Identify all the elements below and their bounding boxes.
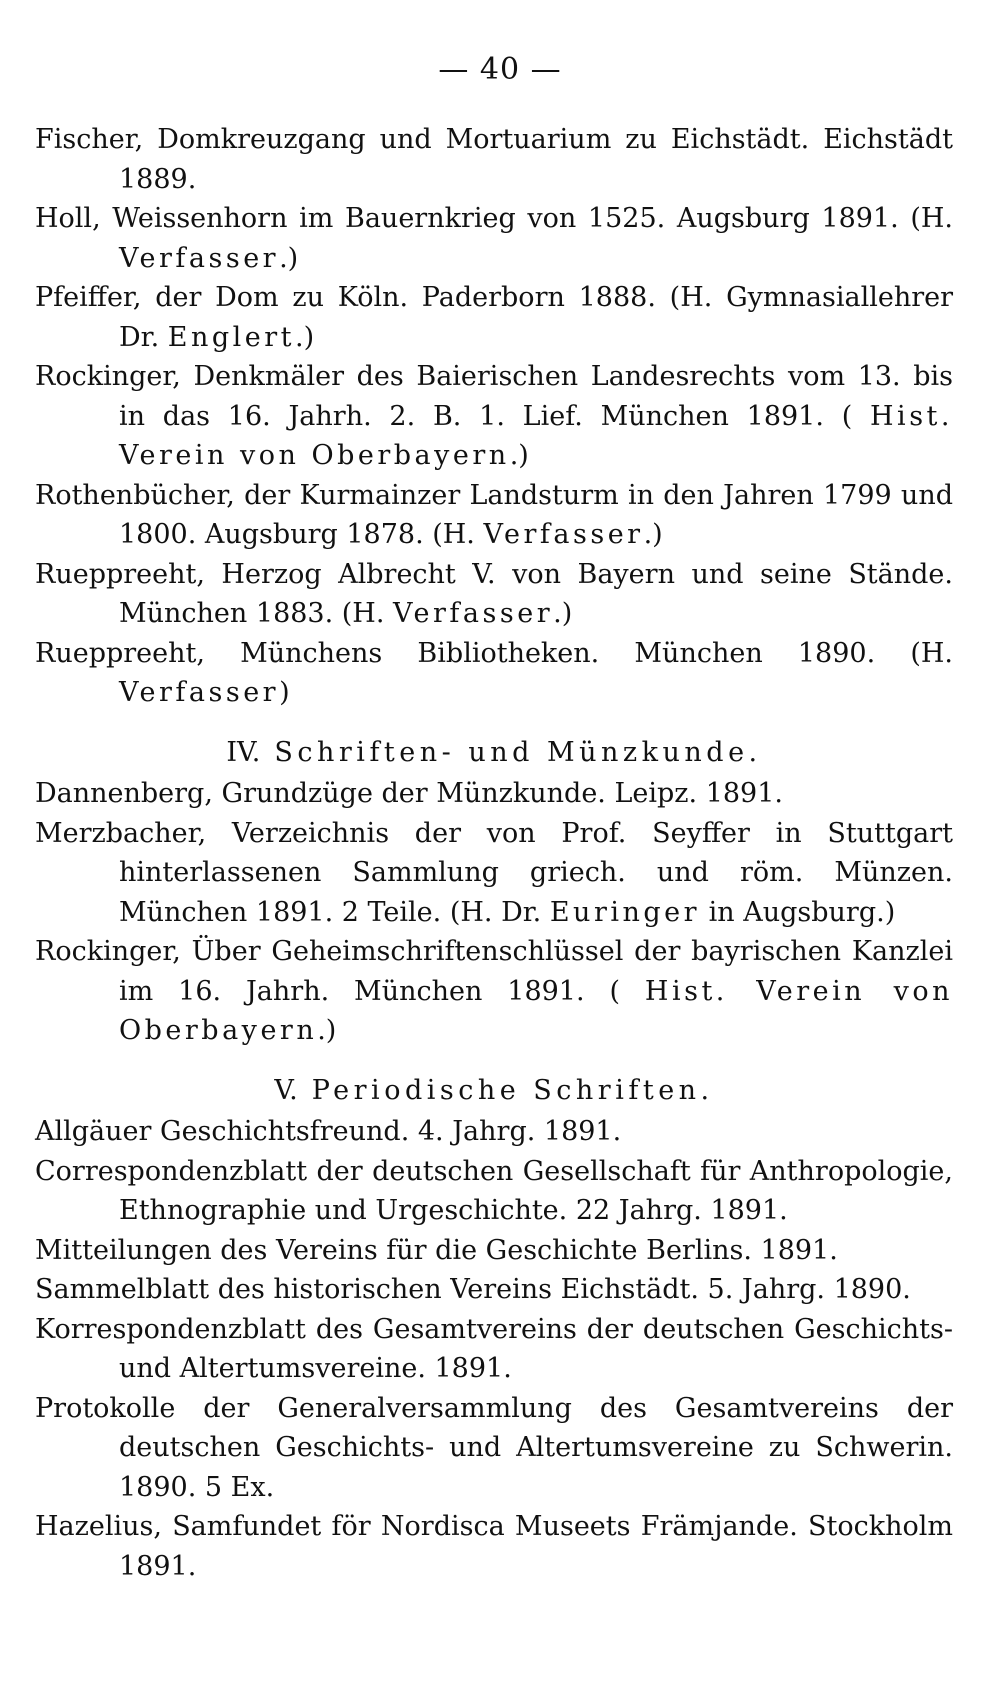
bibliography-entry (35, 814, 953, 933)
bibliography-entry (35, 1507, 953, 1586)
entry-text: Pfeiffer, der Dom zu Köln. Paderborn 1888. (H. Gymnasiallehrer Dr. (35, 282, 953, 353)
bibliography-entry (35, 1389, 953, 1508)
bibliography-entry (35, 476, 953, 555)
bibliography-entry (35, 1231, 953, 1271)
entry-donor: Verfasser (483, 519, 644, 550)
entry-text: Correspondenzblatt der deutschen Gesellschaft für Anthropologie, Ethnographie und Urgeschichte. 22 Jahrg. 1891. (35, 1155, 953, 1226)
bibliography-list (35, 120, 953, 1586)
entry-text: Rueppreeht, Münchens Bibliotheken. München 1890. (H. (35, 637, 953, 669)
bibliography-entry (35, 1152, 953, 1231)
entry-donor: Englert (167, 321, 296, 353)
entry-closing: ) (279, 677, 290, 708)
entry-donor: Verfasser (393, 598, 554, 629)
entry-donor: Hist. Verein von Oberbayern (119, 400, 953, 471)
bibliography-entry (35, 555, 953, 634)
entry-donor: Euringer (549, 896, 701, 928)
section-title: Periodische Schriften. (311, 1074, 714, 1106)
entry-text: Rueppreeht, Herzog Albrecht V. von Bayern und seine Stände. München 1883. (H. (35, 558, 953, 629)
entry-text: Rothenbücher, der Kurmainzer Landsturm in den Jahren 1799 und 1800. Augsburg 1878. (H. (35, 479, 953, 550)
entry-closing: .) (553, 598, 573, 629)
bibliography-entry (35, 1270, 953, 1310)
entry-closing: .) (643, 519, 663, 550)
entry-text: Rockinger, Über Geheimschriftenschlüssel der bayrischen Kanzlei im 16. Jahrh. München 1891. ( (35, 936, 953, 1007)
entry-closing: .) (509, 440, 529, 471)
section-numeral: V. (274, 1074, 298, 1106)
entry-donor: Verfasser (119, 677, 280, 708)
entry-text: Hazelius, Samfundet för Nordisca Museets Främjande. Stockholm 1891. (35, 1511, 953, 1582)
entry-text: Merzbacher, Verzeichnis der von Prof. Seyffer in Stuttgart hinterlassenen Sammlung griech. und röm. Münzen. München 1891. 2 Teile. (H. Dr. (35, 817, 953, 928)
bibliography-entry (35, 774, 953, 814)
entries-group-iv (35, 774, 953, 1051)
entry-text: Fischer, Domkreuzgang und Mortuarium zu Eichstädt. Eichstädt 1889. (35, 124, 953, 195)
section-title: Schriften- und Münzkunde. (274, 736, 762, 768)
bibliography-entry (35, 932, 953, 1051)
entry-closing: .) (317, 1015, 337, 1046)
entries-group-v (35, 1112, 953, 1586)
entry-closing: .) (279, 242, 299, 274)
entry-text: Mitteilungen des Vereins für die Geschichte Berlins. 1891. (35, 1234, 838, 1266)
entry-text: Allgäuer Geschichtsfreund. 4. Jahrg. 1891. (35, 1116, 622, 1147)
bibliography-entry (35, 357, 953, 476)
bibliography-entry (35, 278, 953, 357)
section-heading-v (35, 1071, 953, 1111)
entry-text: Korrespondenzblatt des Gesamtvereins der deutschen Geschichts- und Altertumsvereine. 1891. (35, 1313, 953, 1384)
entry-closing: in Augsburg.) (700, 896, 896, 928)
entry-text: Protokolle der Generalversammlung des Gesamtvereins der deutschen Geschichts- und Altertumsvereine zu Schwerin. 1890. 5 Ex. (35, 1392, 953, 1503)
entry-donor: Verfasser (119, 242, 280, 274)
bibliography-entry (35, 199, 953, 278)
bibliography-entry (35, 634, 953, 713)
entry-text: Dannenberg, Grundzüge der Münzkunde. Leipz. 1891. (35, 778, 783, 809)
section-numeral: IV. (226, 736, 261, 768)
page-number: — 40 — (438, 52, 562, 87)
entry-text: Rockinger, Denkmäler des Baierischen Landesrechts vom 13. bis in das 16. Jahrh. 2. B. 1. Lief. München 1891. ( (35, 361, 953, 432)
bibliography-entry (35, 120, 953, 199)
entries-group-1 (35, 120, 953, 713)
entry-donor: Hist. Verein von Oberbayern (119, 975, 953, 1046)
entry-text: Sammelblatt des historischen Vereins Eichstädt. 5. Jahrg. 1890. (35, 1274, 911, 1305)
bibliography-entry (35, 1112, 953, 1152)
entry-closing: .) (295, 321, 315, 353)
bibliography-entry (35, 1310, 953, 1389)
section-heading-iv (35, 733, 953, 773)
entry-text: Holl, Weissenhorn im Bauernkrieg von 1525. Augsburg 1891. (H. (35, 203, 953, 234)
